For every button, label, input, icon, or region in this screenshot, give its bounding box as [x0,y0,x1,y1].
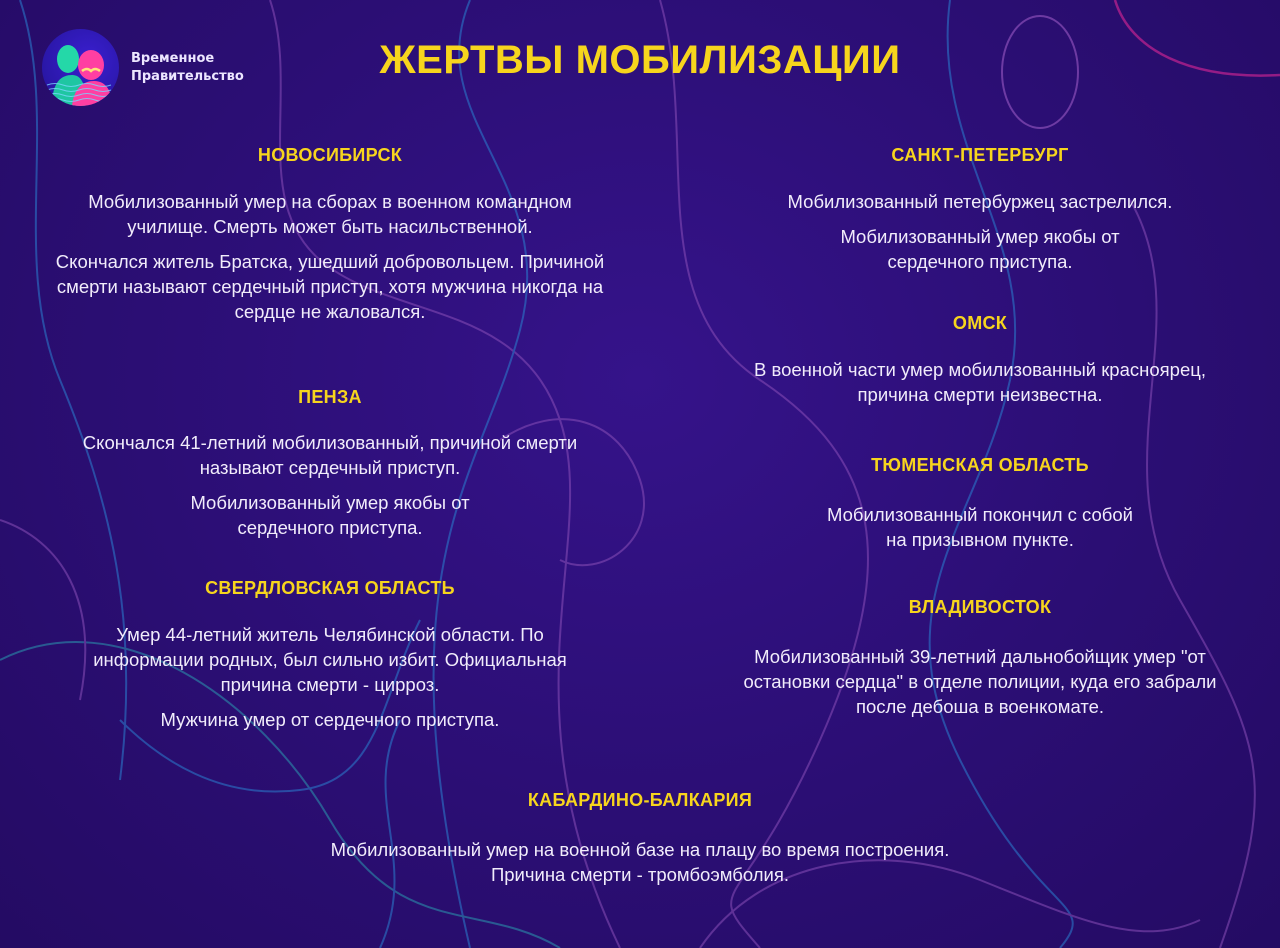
section-vladivostok [680,597,1280,719]
section-paragraph: Умер 44-летний житель Челябинской области. По информации родных, был сильно избит. Официальная причина смерти - цирроз. [93,624,567,695]
section-heading: САНКТ-ПЕТЕРБУРГ [891,145,1069,165]
section-paragraph: Мобилизованный 39-летний дальнобойщик умер "от остановки сердца" в отделе полиции, куда его забрали после дебоша в военкомате. [743,646,1217,717]
section-paragraph: Мобилизованный умер якобы от сердечного приступа. [840,226,1120,272]
section-heading: ПЕНЗА [298,387,362,407]
section-paragraph: Мобилизованный умер на военной базе на плацу во время построения. Причина смерти - тромбоэмболия. [330,839,950,885]
section-sverdlovsk [30,578,630,732]
section-paragraph: Мужчина умер от сердечного приступа. [160,709,500,730]
section-spb [680,145,1280,274]
section-paragraph: Мобилизованный покончил с собой на призывном пункте. [826,504,1134,550]
section-penza [30,387,630,540]
section-paragraph: Скончался житель Братска, ушедший добровольцем. Причиной смерти называют сердечный приступ, хотя мужчина никогда на сердце не жаловался. [55,251,605,322]
section-tyumen [680,455,1280,552]
section-heading: КАБАРДИНО-БАЛКАРИЯ [527,790,753,810]
section-heading: СВЕРДЛОВСКАЯ ОБЛАСТЬ [205,578,455,598]
section-omsk [680,313,1280,407]
section-paragraph: Мобилизованный умер якобы от сердечного приступа. [190,492,470,538]
section-paragraph: Мобилизованный петербуржец застрелился. [787,191,1173,212]
brand-name-line1: Временное [131,50,215,66]
section-heading: ТЮМЕНСКАЯ ОБЛАСТЬ [871,455,1089,475]
section-heading: ВЛАДИВОСТОК [908,597,1052,617]
section-paragraph: Мобилизованный умер на сборах в военном командном училище. Смерть может быть насильственной. [88,191,572,237]
brand-name-line2: Правительство [131,68,244,84]
section-kbr [290,790,990,887]
section-heading: НОВОСИБИРСК [257,145,403,165]
page-title: ЖЕРТВЫ МОБИЛИЗАЦИИ [379,38,901,82]
section-novosibirsk [30,145,630,324]
section-heading: ОМСК [952,313,1008,333]
section-paragraph: В военной части умер мобилизованный красноярец, причина смерти неизвестна. [754,359,1206,405]
section-paragraph: Скончался 41-летний мобилизованный, причиной смерти называют сердечный приступ. [82,432,578,478]
